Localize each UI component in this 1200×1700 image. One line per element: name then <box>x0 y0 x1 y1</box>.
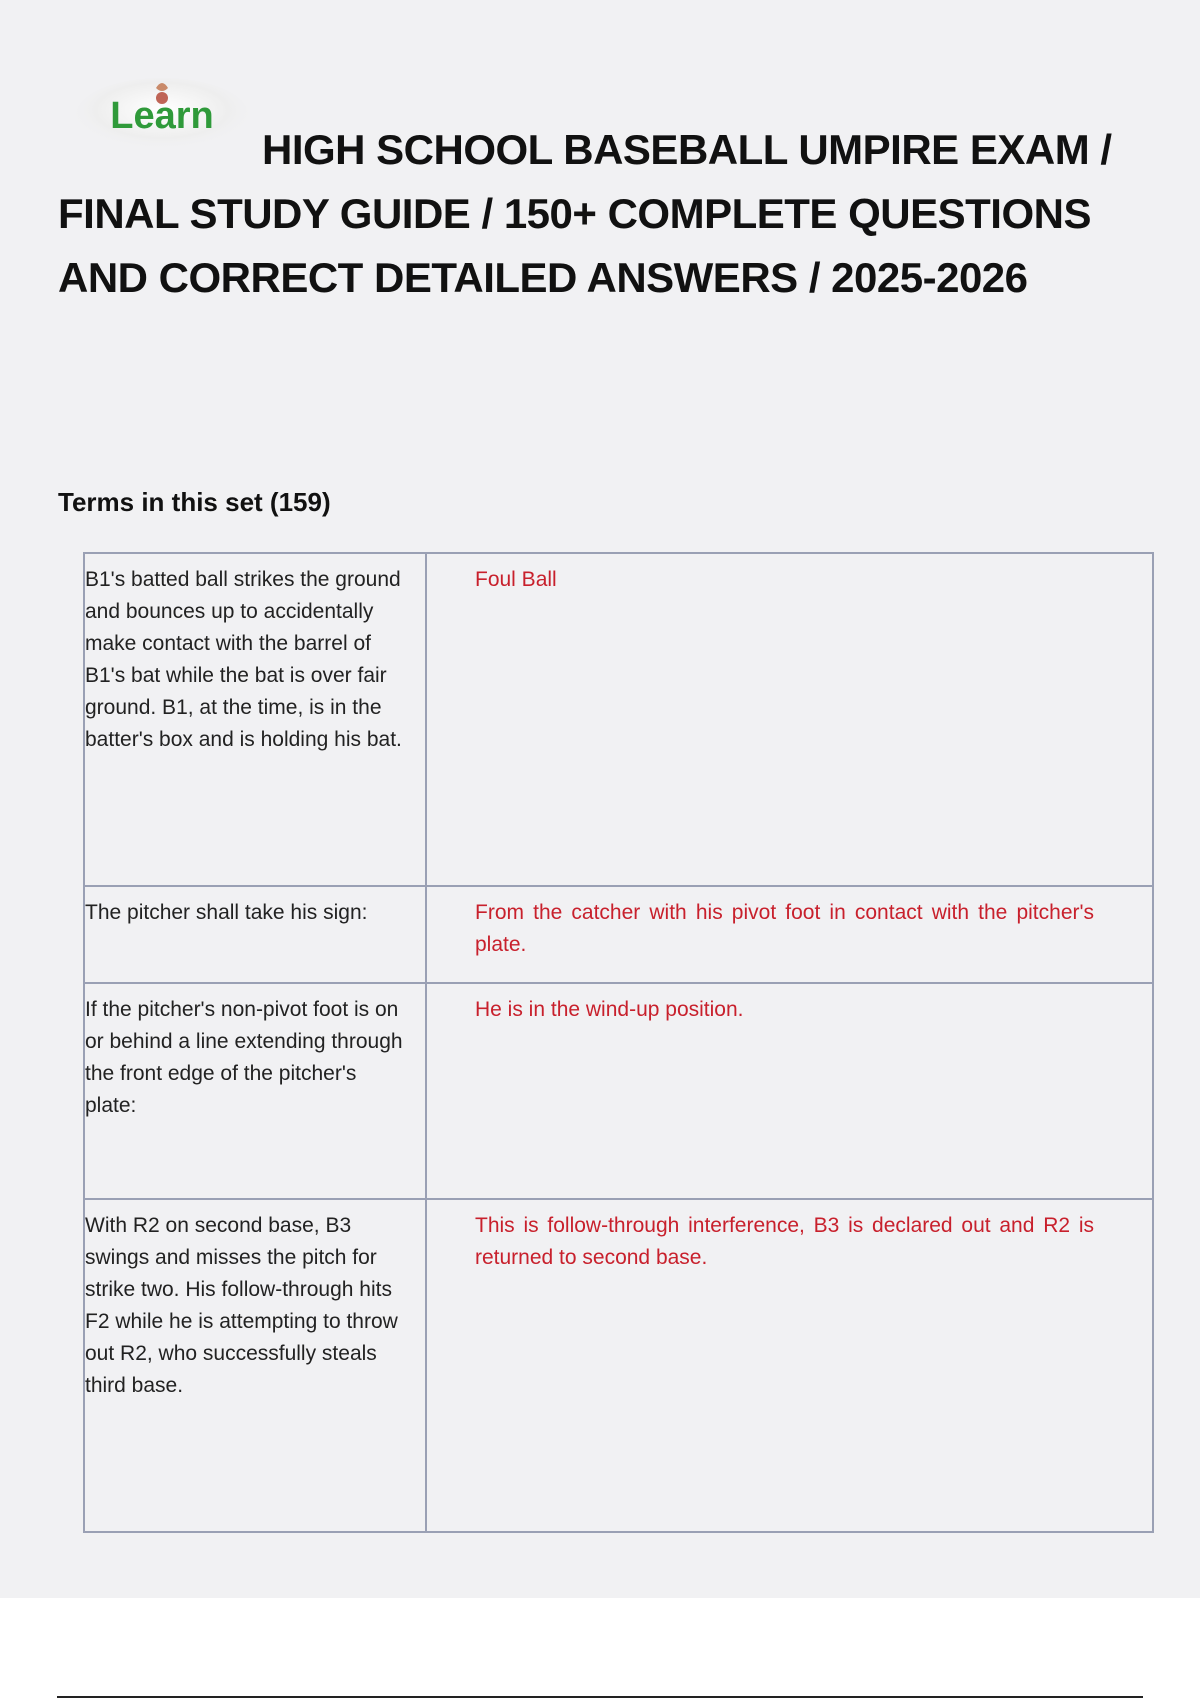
answer-cell: From the catcher with his pivot foot in contact with the pitcher's plate. <box>426 886 1153 983</box>
terms-table <box>83 552 1154 1533</box>
table-row <box>84 886 1153 983</box>
table-row <box>84 1199 1153 1532</box>
question-cell: B1's batted ball strikes the ground and bounces up to accidentally make contact with the barrel of B1's bat while the bat is over fair ground. B1, at the time, is in the batter's box and is holding his bat. <box>84 553 426 886</box>
answer-cell: This is follow-through interference, B3 is declared out and R2 is returned to second base. <box>426 1199 1153 1532</box>
footer-divider <box>57 1696 1143 1698</box>
logo-wordmark: Learn <box>110 95 214 137</box>
question-cell: The pitcher shall take his sign: <box>84 886 426 983</box>
answer-cell: He is in the wind-up position. <box>426 983 1153 1199</box>
question-cell: With R2 on second base, B3 swings and misses the pitch for strike two. His follow-through hits F2 while he is attempting to throw out R2, who successfully steals third base. <box>84 1199 426 1532</box>
table-row <box>84 983 1153 1199</box>
table-row <box>84 553 1153 886</box>
answer-cell: Foul Ball <box>426 553 1153 886</box>
question-cell: If the pitcher's non-pivot foot is on or behind a line extending through the front edge of the pitcher's plate: <box>84 983 426 1199</box>
document-title: HIGH SCHOOL BASEBALL UMPIRE EXAM / FINAL STUDY GUIDE / 150+ COMPLETE QUESTIONS AND CORRECT DETAILED ANSWERS / 2025-2026 <box>58 126 1112 301</box>
terms-heading: Terms in this set (159) <box>58 487 331 517</box>
